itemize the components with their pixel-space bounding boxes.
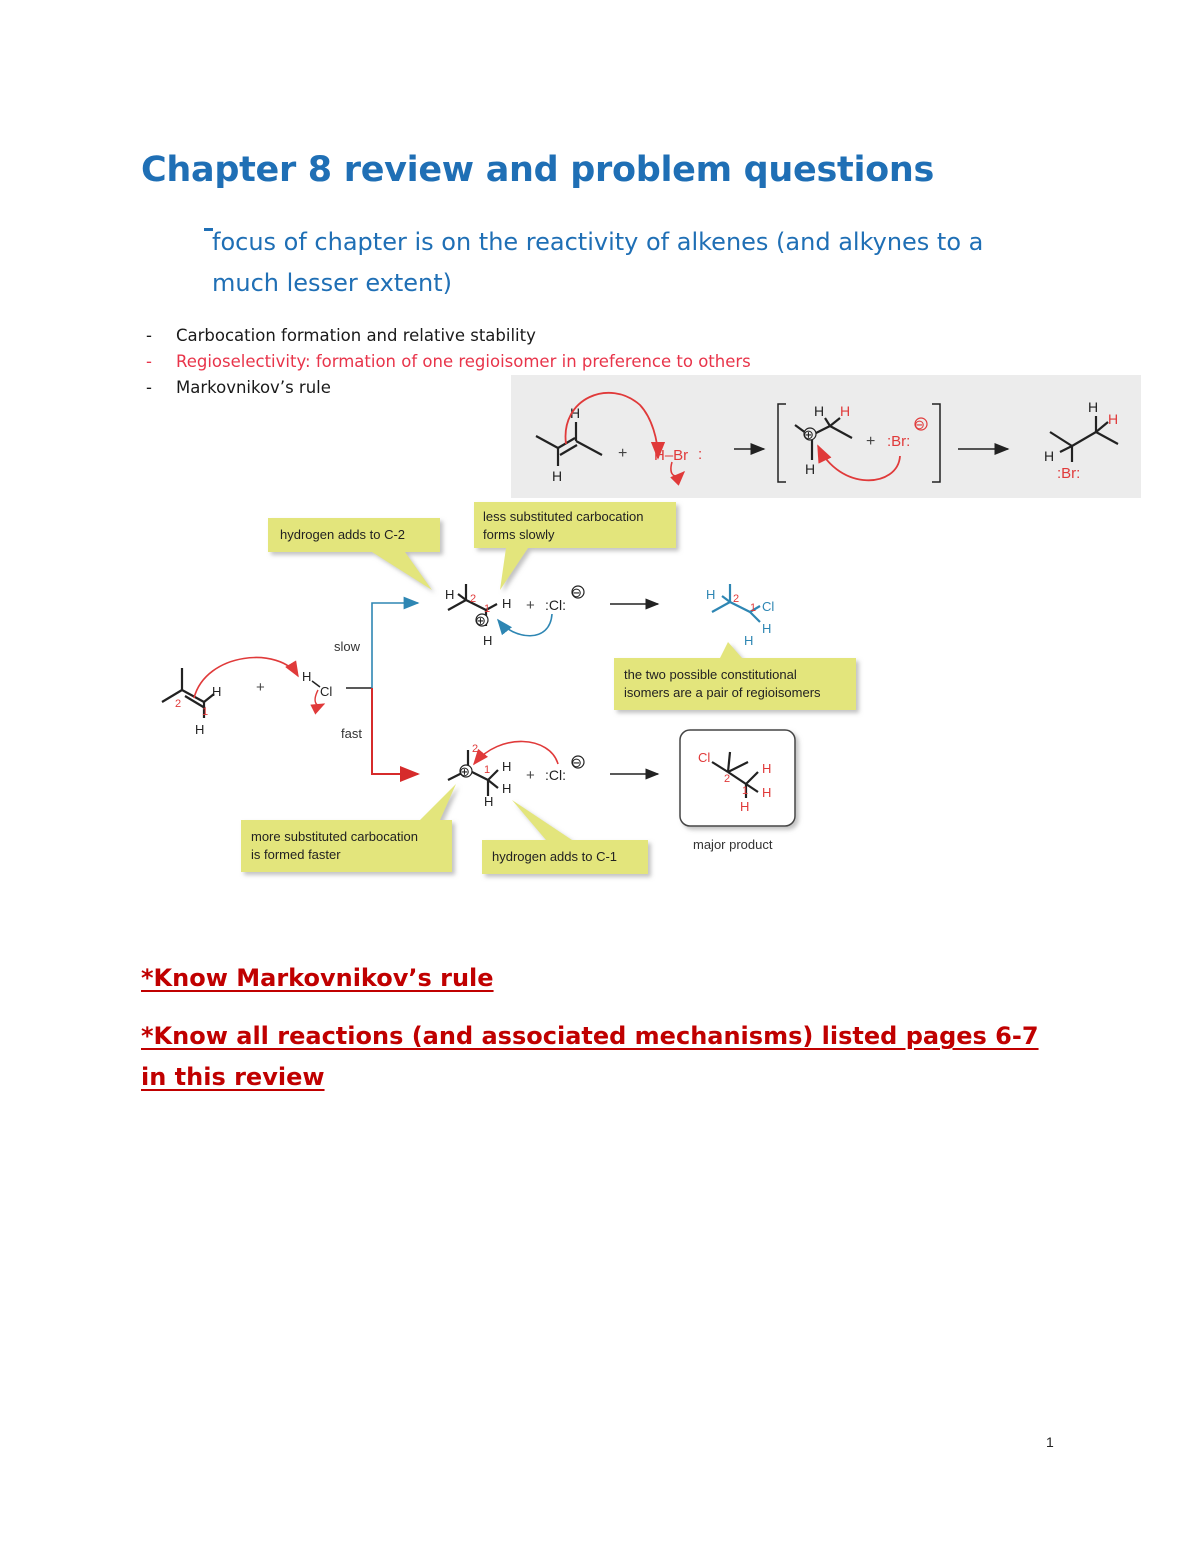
curved-arrow-pi-to-h xyxy=(566,393,658,458)
lone-pair-dots: : xyxy=(698,446,703,463)
label-slow: slow xyxy=(334,639,361,654)
atom-h: H xyxy=(814,403,825,419)
intermediate-bracket xyxy=(778,404,940,482)
carbon-number-1: 1 xyxy=(484,603,491,615)
topic-dash: - xyxy=(146,352,152,371)
callout-hydrogen-adds-c2 xyxy=(268,518,440,590)
carbon-number-1: 1 xyxy=(484,764,491,776)
atom-h: H xyxy=(552,468,563,484)
callout-regioisomers xyxy=(614,642,856,710)
atom-h: H xyxy=(1088,399,1099,415)
label-major-product: major product xyxy=(693,837,773,852)
atom-h: H xyxy=(762,761,772,776)
focus-bullet-text: focus of chapter is on the reactivity of alkenes (and alkynes to a much lesser extent) xyxy=(212,228,984,297)
atom-h: H xyxy=(302,669,312,684)
negative-charge-symbol: ⊖ xyxy=(914,417,925,432)
hbr-scheme xyxy=(536,393,1118,484)
carbon-number-2: 2 xyxy=(175,698,182,710)
plus-sign: + xyxy=(526,597,535,614)
plus-sign: + xyxy=(256,679,265,696)
carbon-number-1: 1 xyxy=(750,602,757,614)
positive-charge-symbol: ⊕ xyxy=(475,613,486,628)
atom-h: H xyxy=(706,587,716,602)
atom-h: H xyxy=(570,405,581,421)
atom-h: H xyxy=(740,799,750,814)
callout-more-substituted xyxy=(241,784,456,872)
bromide-anion: :Br: xyxy=(887,433,911,450)
callout-text: forms slowly xyxy=(483,527,555,542)
callout-text: less substituted carbocation xyxy=(483,509,644,524)
atom-h: H xyxy=(195,722,205,737)
fast-pathway-arrow xyxy=(372,688,418,774)
atom-h-added: H xyxy=(445,587,455,602)
topic-dash: - xyxy=(146,326,152,345)
topic-text: Markovnikov’s rule xyxy=(176,378,331,397)
h-cl-bond xyxy=(312,681,320,687)
carbon-number-2: 2 xyxy=(733,593,740,605)
slow-pathway-arrow xyxy=(372,603,418,688)
callout-less-substituted xyxy=(474,502,676,590)
plus-sign: + xyxy=(618,445,628,462)
curved-arrow-br-to-carbocation xyxy=(818,446,900,480)
atom-h: H xyxy=(762,785,772,800)
chloride-anion: :Cl: xyxy=(545,597,566,613)
atom-h: H xyxy=(212,684,222,699)
page-title: Chapter 8 review and problem questions xyxy=(141,150,935,190)
topic-text: Carbocation formation and relative stability xyxy=(176,326,536,345)
topic-text: Regioselectivity: formation of one regioisomer in preference to others xyxy=(176,352,751,371)
atom-h: H xyxy=(502,759,512,774)
atom-cl: Cl xyxy=(762,599,775,614)
callout-text: hydrogen adds to C-2 xyxy=(280,527,406,542)
carbon-number-1: 1 xyxy=(202,706,209,718)
hcl-scheme xyxy=(162,502,856,874)
carbon-number-2: 2 xyxy=(472,743,479,755)
note-markovnikov: *Know Markovnikov’s rule xyxy=(141,964,494,992)
negative-charge-symbol: ⊖ xyxy=(571,755,582,770)
curved-arrow-bond-to-br xyxy=(671,462,684,476)
atom-cl: Cl xyxy=(320,684,333,699)
callout-text: the two possible constitutional xyxy=(624,667,797,682)
topic-dash: - xyxy=(146,378,152,397)
plus-sign: + xyxy=(866,433,876,450)
curved-arrow-cl-to-carbocation xyxy=(498,614,552,636)
curved-arrow-pi-to-h xyxy=(194,658,298,698)
atom-h: H xyxy=(762,621,772,636)
positive-charge-symbol: ⊕ xyxy=(459,764,470,779)
chloride-anion: :Cl: xyxy=(545,767,566,783)
propene-skeleton xyxy=(536,422,602,466)
atom-h-added: H xyxy=(1108,411,1119,427)
atom-h-added: H xyxy=(840,403,851,419)
atom-h-added: H xyxy=(484,794,494,809)
atom-h: H xyxy=(502,781,512,796)
atom-h: H xyxy=(744,633,754,648)
atom-h: H xyxy=(502,596,512,611)
atom-h: H xyxy=(805,461,816,477)
bromine-substituent: :Br: xyxy=(1057,465,1081,482)
callout-text: is formed faster xyxy=(251,847,341,862)
carbon-number-1: 1 xyxy=(742,785,749,797)
callout-text: hydrogen adds to C-1 xyxy=(492,849,618,864)
tertiary-carbocation-skeleton xyxy=(448,750,498,796)
carbon-number-2: 2 xyxy=(724,773,731,785)
negative-charge-symbol: ⊖ xyxy=(571,585,582,600)
atom-cl: Cl xyxy=(698,750,711,765)
curved-arrow-cl-to-carbocation xyxy=(474,741,558,764)
atom-h: H xyxy=(1044,448,1055,464)
callout-hydrogen-adds-c1 xyxy=(482,800,648,874)
page-number: 1 xyxy=(1046,1434,1054,1450)
positive-charge-symbol: ⊕ xyxy=(803,427,814,442)
plus-sign: + xyxy=(526,767,535,784)
atom-h: H xyxy=(483,633,493,648)
callout-text: more substituted carbocation xyxy=(251,829,418,844)
carbon-number-2: 2 xyxy=(470,593,477,605)
hbr-reagent: H–Br xyxy=(654,447,689,464)
note-reactions: *Know all reactions (and associated mechanisms) listed pages 6-7 in this review xyxy=(141,1022,1039,1091)
label-fast: fast xyxy=(341,726,362,741)
callout-text: isomers are a pair of regioisomers xyxy=(624,685,821,700)
